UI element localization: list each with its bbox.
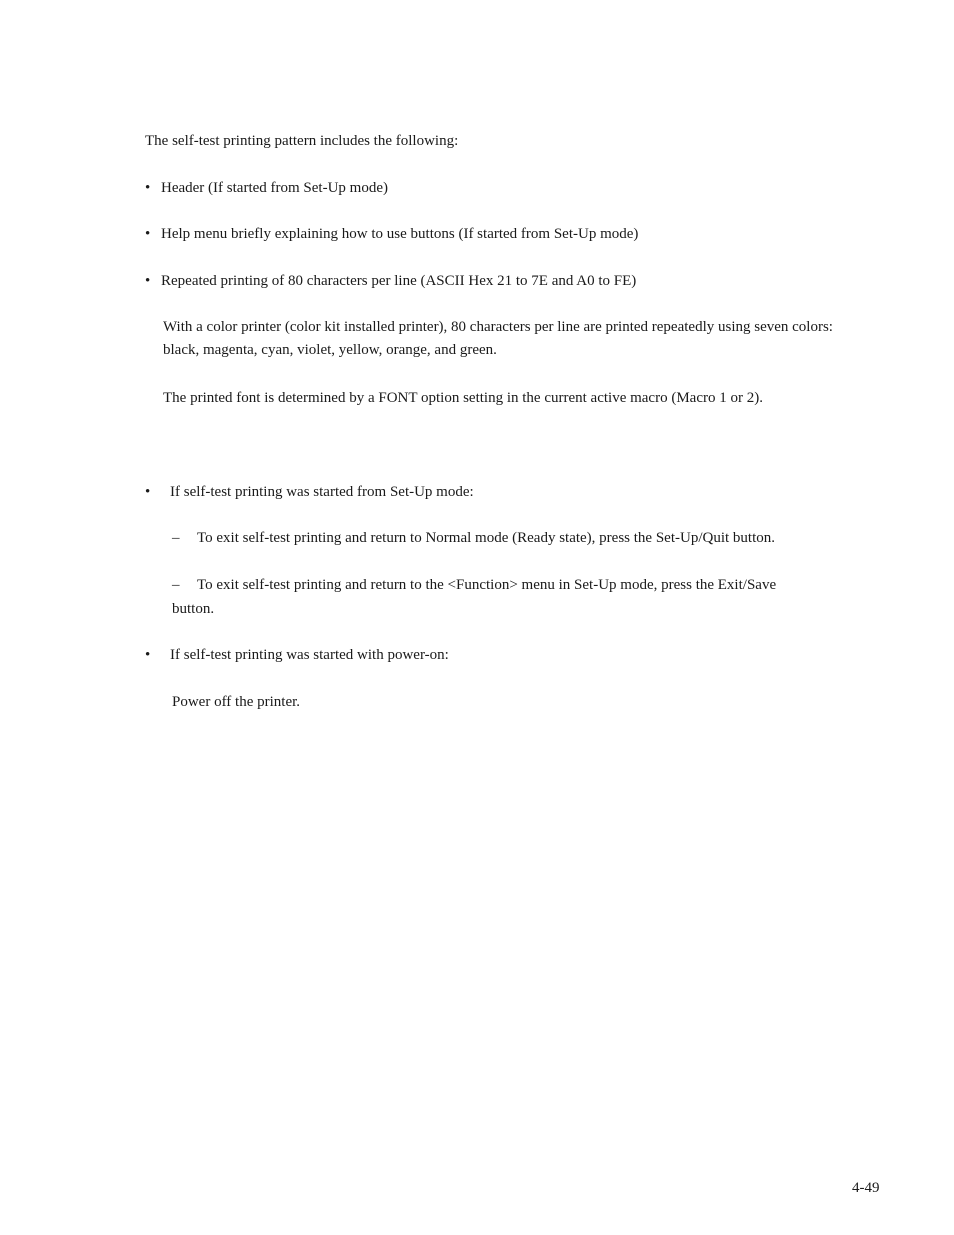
exit-to-normal-mode: To exit self-test printing and return to Normal mode (Ready state), press the Set-Up/Quit button. <box>197 530 775 546</box>
power-off-instruction: Power off the printer. <box>172 694 301 710</box>
exit-to-function-menu: To exit self-test printing and return to the <Function> menu in Set-Up mode, press the Exit/Save <box>197 577 777 593</box>
font-note: The printed font is determined by a FONT option setting in the current active macro (Macro 1 or 2). <box>163 390 763 406</box>
bullet-glyph: • <box>145 647 151 663</box>
bullet-glyph: • <box>145 180 151 196</box>
dash-glyph: – <box>172 530 180 546</box>
bullet-glyph: • <box>145 273 151 289</box>
setup-mode-case: If self-test printing was started from Set-Up mode: <box>170 484 474 500</box>
bullet-glyph: • <box>145 226 151 242</box>
color-printer-note: With a color printer (color kit installed printer), 80 characters per line are printed repeatedly using seven colors: black, magenta, cyan, violet, yellow, orange, and green. <box>163 319 833 358</box>
intro-text: The self-test printing pattern includes the following: <box>145 133 459 149</box>
dash-glyph: – <box>172 577 180 593</box>
power-on-case: If self-test printing was started with power-on: <box>170 647 449 663</box>
exit-to-function-menu-continuation: button. <box>172 601 215 617</box>
pattern-item-help-menu: Help menu briefly explaining how to use buttons (If started from Set-Up mode) <box>161 226 639 242</box>
pattern-item-header: Header (If started from Set-Up mode) <box>161 180 388 196</box>
pattern-item-repeated-printing: Repeated printing of 80 characters per line (ASCII Hex 21 to 7E and A0 to FE) <box>161 273 637 289</box>
bullet-glyph: • <box>145 484 151 500</box>
page-number: 4-49 <box>852 1180 880 1196</box>
